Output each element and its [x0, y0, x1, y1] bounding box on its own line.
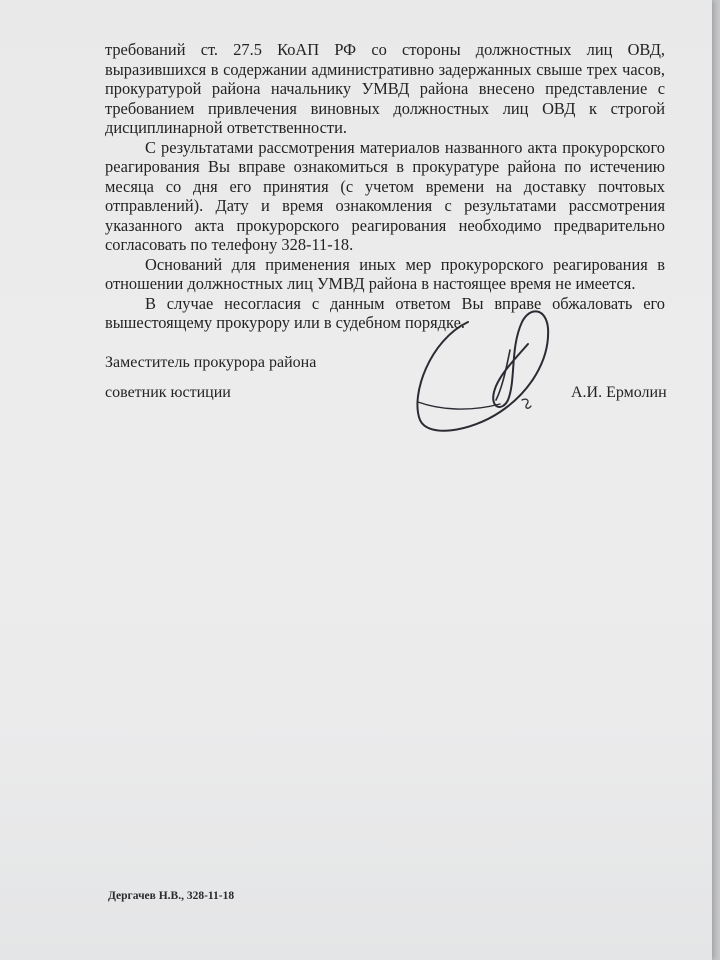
paragraph-appeal: В случае несогласия с данным ответом Вы вправе обжаловать его вышестоящему прокурору или в судебном порядке.	[105, 293, 665, 332]
letter-body	[105, 40, 665, 333]
signer-rank: советник юстиции	[105, 384, 231, 401]
signer-position: Заместитель прокурора района	[105, 354, 317, 371]
executor-contact: Дергачев Н.В., 328-11-18	[108, 890, 235, 902]
signer-name: А.И. Ермолин	[571, 384, 667, 401]
paragraph-results: С результатами рассмотрения материалов названного акта прокурорского реагирования Вы вправе ознакомиться в прокуратуре района по истечению месяца со дня его принятия (с учетом времени на доставку почтовых отправлений). Дату и время ознакомления с результатами рассмотрения указанного акта прокурорского реагирования необходимо предварительно согласовать по телефону 328-11-18.	[105, 137, 665, 254]
paragraph-grounds: Оснований для применения иных мер прокурорского реагирования в отношении должностных лиц УМВД района в настоящее время не имеется.	[105, 254, 665, 293]
handwritten-signature	[410, 300, 590, 440]
paragraph-continuation: требований ст. 27.5 КоАП РФ со стороны должностных лиц ОВД, выразившихся в содержании административно задержанных свыше трех часов, прокуратурой района начальнику УМВД района внесено представление с требованием привлечения виновных должностных лиц ОВД к строгой дисциплинарной ответственности.	[105, 40, 665, 137]
